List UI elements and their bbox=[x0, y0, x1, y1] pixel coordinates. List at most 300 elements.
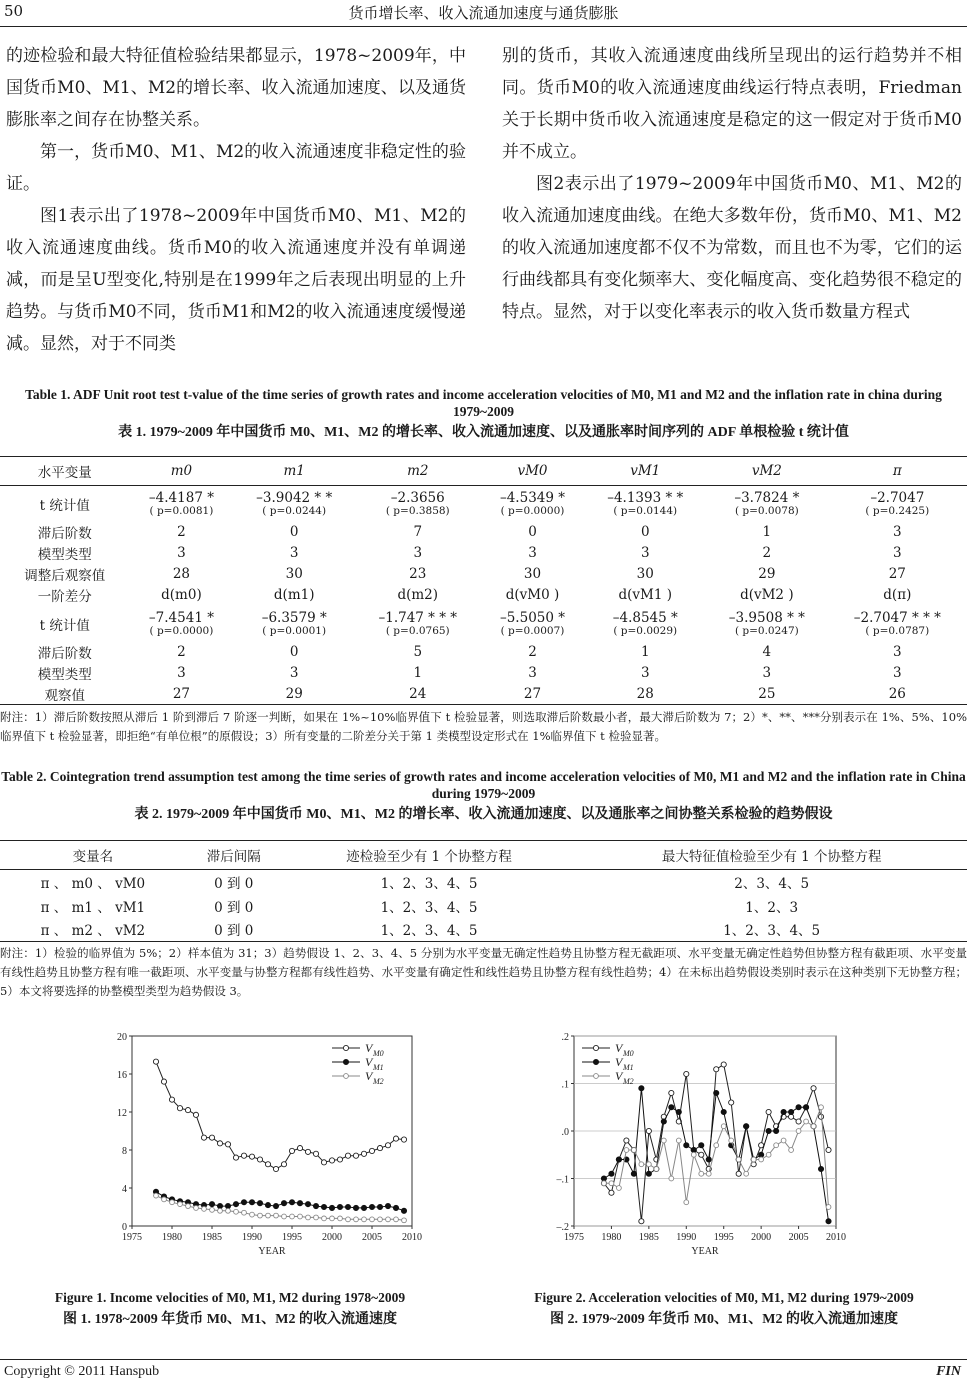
table1-cell bbox=[129, 642, 233, 663]
data-point-vm2 bbox=[378, 1217, 383, 1222]
table1-cell bbox=[584, 684, 706, 705]
table1-cell bbox=[233, 564, 355, 585]
data-point-vm1 bbox=[788, 1109, 793, 1114]
table1-caption-en: Table 1. ADF Unit root test t-value of the time series of growth rates and income acceleration velocities of M0, M1 and M2 and the inflation rate in china during 1979~2009 bbox=[25, 387, 942, 419]
figure1-caption-en: Figure 1. Income velocities of M0, M1, M2 during 1978~2009 bbox=[54, 1290, 406, 1305]
table1-cell-pvalue: ( p=0.0144) bbox=[613, 505, 678, 518]
table1-cell-value: –2.7047 * * * bbox=[853, 610, 941, 626]
table1-cell-value: 25 bbox=[758, 685, 776, 702]
table1-cell bbox=[129, 606, 233, 642]
data-point-vm2 bbox=[386, 1217, 391, 1222]
data-point-vm0 bbox=[401, 1137, 406, 1142]
table1-cell-value: –2.7047 bbox=[870, 490, 925, 507]
table1-row-label: 调整后观察值 bbox=[24, 568, 106, 584]
data-point-vm2 bbox=[804, 1119, 809, 1124]
data-point-vm1 bbox=[669, 1105, 674, 1110]
y-tick-label: 16 bbox=[117, 1070, 127, 1081]
table1-cell-pvalue: ( p=0.0081) bbox=[149, 505, 214, 518]
data-point-vm0 bbox=[225, 1142, 230, 1147]
data-point-vm1 bbox=[714, 1090, 719, 1095]
paragraph: 别的货币，其收入流通速度曲线所呈现出的运行趋势并不相同。货币M0的收入流通速度曲线运行特点表明，Friedman关于长期中货币收入流通速度是稳定的这一假定对于货币M0并不成立。 bbox=[502, 46, 962, 162]
table1-cell bbox=[584, 564, 706, 585]
header-rule bbox=[0, 26, 967, 27]
data-point-vm1 bbox=[225, 1203, 230, 1208]
data-point-vm2 bbox=[751, 1157, 756, 1162]
data-point-vm1 bbox=[209, 1202, 214, 1207]
table1-cell bbox=[706, 564, 828, 585]
figure2-caption-zh: 图 2. 1979~2009 年货币 M0、M1、M2 的收入流通加速度 bbox=[550, 1312, 898, 1327]
table1-cell-value: –4.5349 * bbox=[499, 490, 565, 507]
data-point-vm1 bbox=[329, 1205, 334, 1210]
table1-cell-value: 0 bbox=[640, 524, 650, 540]
data-point-vm1 bbox=[759, 1152, 764, 1157]
data-point-vm1 bbox=[385, 1203, 390, 1208]
x-tick-label: 2010 bbox=[402, 1232, 422, 1243]
data-point-vm1 bbox=[361, 1205, 366, 1210]
data-point-vm2 bbox=[721, 1124, 726, 1129]
table1-cell bbox=[706, 543, 828, 564]
data-point-vm0 bbox=[241, 1153, 246, 1158]
table2-cell: 2、3、4、5 bbox=[734, 875, 810, 892]
data-point-vm1 bbox=[721, 1109, 726, 1114]
table1-header-cell: m2 bbox=[355, 457, 481, 486]
paragraph: 的迹检验和最大特征值检验结果都显示，1978~2009年，中国货币M0、M1、M2的增长率、收入流通加速度、以及通货膨胀率之间存在协整关系。 bbox=[6, 46, 466, 130]
table1-cell bbox=[481, 606, 585, 642]
data-point-vm2 bbox=[226, 1208, 231, 1213]
table2-cell: 1、2、3、4、5 bbox=[380, 875, 478, 892]
data-point-vm2 bbox=[729, 1138, 734, 1143]
y-tick-label: 4 bbox=[122, 1184, 127, 1195]
data-point-vm0 bbox=[273, 1166, 278, 1171]
data-point-vm2 bbox=[639, 1162, 644, 1167]
y-tick-label: 12 bbox=[117, 1108, 127, 1119]
legend-label-subscript: M1 bbox=[373, 1063, 384, 1072]
data-point-vm1 bbox=[321, 1204, 326, 1209]
y-tick-label: .0 bbox=[561, 1127, 569, 1138]
table1-cell-pvalue: ( p=0.0244) bbox=[262, 505, 327, 518]
body-column-right bbox=[502, 40, 962, 328]
legend-label: V bbox=[615, 1041, 623, 1055]
legend-label: V bbox=[365, 1055, 373, 1069]
data-point-vm1 bbox=[377, 1204, 382, 1209]
data-point-vm2 bbox=[796, 1129, 801, 1134]
table1-cell bbox=[706, 486, 828, 522]
figure2-caption-en: Figure 2. Acceleration velocities of M0, M1, M2 during 1979~2009 bbox=[534, 1290, 914, 1305]
table1-cell-value: 3 bbox=[289, 545, 299, 561]
data-point-vm2 bbox=[714, 1143, 719, 1148]
table2-cell: 1、2、3、4、5 bbox=[380, 899, 478, 916]
table2-row bbox=[0, 870, 967, 894]
data-point-vm1 bbox=[289, 1200, 294, 1205]
data-point-vm0 bbox=[233, 1155, 238, 1160]
table1-cell-value: 29 bbox=[758, 566, 776, 582]
table1-row bbox=[0, 585, 967, 606]
table1-cell-value: –6.3579 * bbox=[261, 610, 327, 626]
table1-cell-value: –3.9508 * * bbox=[728, 610, 805, 626]
data-point-vm2 bbox=[617, 1186, 622, 1191]
table1-cell bbox=[355, 585, 481, 606]
table1-cell-value: d(m2) bbox=[397, 587, 439, 603]
table1-cell bbox=[828, 606, 967, 642]
table1-cell-value: 28 bbox=[172, 566, 191, 582]
data-point-vm1 bbox=[217, 1203, 222, 1208]
data-point-vm2 bbox=[170, 1200, 175, 1205]
x-tick-label: 1985 bbox=[638, 1232, 659, 1243]
table1-row bbox=[0, 684, 967, 705]
data-point-vm2 bbox=[274, 1213, 279, 1218]
y-tick-label: –.1 bbox=[556, 1174, 569, 1186]
data-point-vm1 bbox=[601, 1176, 606, 1181]
table1-cell-value: 3 bbox=[640, 545, 650, 561]
x-tick-label: 2000 bbox=[322, 1232, 342, 1243]
table1-cell-value: 3 bbox=[413, 545, 423, 561]
data-point-vm0 bbox=[721, 1062, 726, 1067]
data-point-vm0 bbox=[177, 1106, 182, 1111]
data-point-vm1 bbox=[241, 1200, 246, 1205]
table1-cell-value: d(vM2 ) bbox=[740, 587, 794, 603]
table1-cell bbox=[233, 522, 355, 543]
table1-cell-value: 5 bbox=[413, 644, 423, 660]
table1-cell bbox=[233, 663, 355, 684]
figure1-caption-zh: 图 1. 1978~2009 年货币 M0、M1、M2 的收入流通速度 bbox=[63, 1312, 397, 1327]
legend-label-subscript: M1 bbox=[623, 1063, 634, 1072]
data-point-vm0 bbox=[736, 1171, 741, 1176]
table1-cell-pvalue: ( p=0.0029) bbox=[613, 625, 678, 637]
table1-cell-pvalue: ( p=0.0765) bbox=[385, 625, 450, 637]
legend-label-subscript: M0 bbox=[373, 1049, 384, 1058]
table1-row-label: t 统计值 bbox=[39, 617, 90, 634]
data-point-vm2 bbox=[178, 1202, 183, 1207]
legend-label-subscript: M0 bbox=[623, 1049, 634, 1058]
data-point-vm2 bbox=[819, 1105, 824, 1110]
table1-row-label: 一阶差分 bbox=[37, 589, 92, 605]
table1-cell-value: 3 bbox=[528, 545, 537, 561]
table1-cell-pvalue: ( p=0.0247) bbox=[734, 625, 799, 637]
data-point-vm2 bbox=[218, 1208, 223, 1213]
data-point-vm0 bbox=[729, 1100, 734, 1105]
table2-header-cell: 迹检验至少有 1 个协整方程 bbox=[282, 841, 577, 870]
paragraph: 第一，货币M0、M1、M2的收入流通速度非稳定性的验证。 bbox=[6, 142, 466, 194]
table1-cell bbox=[129, 585, 233, 606]
data-point-vm0 bbox=[811, 1086, 816, 1091]
table1-row bbox=[0, 606, 967, 642]
figure1-chart bbox=[100, 1026, 425, 1270]
legend-swatch-marker bbox=[343, 1059, 348, 1064]
data-point-vm2 bbox=[234, 1209, 239, 1214]
legend-swatch-marker bbox=[593, 1045, 598, 1050]
paragraph: 图2表示出了1979~2009年中国货币M0、M1、M2的收入流通加速度曲线。在绝大多数年份，货币M0、M1、M2的收入流通加速度都不仅不为常数，而且也不为零，它们的运行曲线都具有变化频率大、变化幅度高、变化趋势很不稳定的特点。显然，对于以变化率表示的收入货币数量方程式 bbox=[502, 174, 962, 322]
footer-rule bbox=[0, 1359, 967, 1360]
table1-cell bbox=[584, 642, 706, 663]
table2-header-cell: 滞后间隔 bbox=[186, 841, 282, 870]
y-tick-label: 8 bbox=[122, 1146, 127, 1157]
table1-cell bbox=[481, 642, 585, 663]
table1-row-label: 滞后阶数 bbox=[37, 646, 92, 662]
table1-cell-value: –2.3656 bbox=[390, 490, 445, 507]
table2-cell: 0 到 0 bbox=[214, 899, 254, 916]
data-point-vm1 bbox=[305, 1202, 310, 1207]
table1-cell-value: 1 bbox=[640, 644, 650, 660]
copyright: Copyright © 2011 Hanspub bbox=[4, 1364, 160, 1379]
data-point-vm1 bbox=[609, 1171, 614, 1176]
table1-cell-value: –3.9042 * * bbox=[256, 490, 333, 507]
data-point-vm0 bbox=[209, 1135, 214, 1140]
table1-cell bbox=[706, 585, 828, 606]
table2-caption-zh: 表 2. 1979~2009 年中国货币 M0、M1、M2 的增长率、收入流通加速度、以及通胀率之间协整关系检验的趋势假设 bbox=[134, 807, 833, 822]
y-tick-label: –.2 bbox=[556, 1222, 569, 1233]
table1-cell bbox=[233, 642, 355, 663]
data-point-vm0 bbox=[289, 1148, 294, 1153]
data-point-vm0 bbox=[624, 1138, 629, 1143]
table1-row-label: 滞后阶数 bbox=[37, 526, 92, 542]
table1-row bbox=[0, 663, 967, 684]
data-point-vm2 bbox=[362, 1217, 367, 1222]
table1-cell bbox=[828, 522, 967, 543]
table2-cell: π 、 m0 、 vM0 bbox=[40, 875, 146, 892]
data-point-vm1 bbox=[699, 1143, 704, 1148]
data-point-vm2 bbox=[154, 1193, 159, 1198]
body-column-left bbox=[6, 40, 466, 360]
table1-cell-value: 3 bbox=[289, 665, 299, 681]
data-point-vm2 bbox=[202, 1207, 207, 1212]
data-point-vm1 bbox=[353, 1205, 358, 1210]
table1-cell-value: 2 bbox=[177, 644, 186, 660]
x-tick-label: 2010 bbox=[826, 1232, 846, 1243]
data-point-vm0 bbox=[361, 1151, 366, 1156]
table1-cell bbox=[584, 543, 706, 564]
data-point-vm2 bbox=[290, 1214, 295, 1219]
legend-swatch-marker bbox=[344, 1074, 349, 1079]
table1-cell-pvalue: ( p=0.0078) bbox=[734, 505, 799, 518]
x-tick-label: 2005 bbox=[788, 1232, 809, 1243]
data-point-vm0 bbox=[818, 1114, 823, 1119]
table1-cell-value: 30 bbox=[636, 566, 654, 582]
data-point-vm2 bbox=[699, 1171, 704, 1176]
table1-cell-value: 3 bbox=[177, 545, 186, 561]
table1-row bbox=[0, 522, 967, 543]
data-point-vm2 bbox=[789, 1148, 794, 1153]
data-point-vm1 bbox=[646, 1171, 651, 1176]
table1-cell bbox=[584, 606, 706, 642]
data-point-vm2 bbox=[330, 1216, 335, 1221]
data-point-vm2 bbox=[266, 1213, 271, 1218]
data-point-vm0 bbox=[826, 1147, 831, 1152]
y-tick-label: .2 bbox=[561, 1032, 569, 1043]
table1-cell-value: –1.747 * * * bbox=[378, 610, 458, 626]
data-point-vm2 bbox=[811, 1124, 816, 1129]
data-point-vm0 bbox=[385, 1143, 390, 1148]
table1-cell-value: 7 bbox=[413, 524, 423, 540]
table1-note: 附注：1）滞后阶数按照从滞后 1 阶到滞后 7 阶逐一判断，如果在 1%~10%临界值下 t 检验显著，则选取滞后阶数最小者，最大滞后阶数为 7；2）*、**、***分别表示在 1%、5%、10%临界值下 t 检验显著，即拒绝“有单位根”的原假设；3）所有变量的二阶差分关于第 1 类模型设定形式在 1%临界值下 t 检验显著。 bbox=[0, 710, 967, 743]
table1-cell-value: 27 bbox=[888, 566, 906, 582]
data-point-vm0 bbox=[646, 1128, 651, 1133]
table1-cell bbox=[233, 684, 355, 705]
legend-swatch-marker bbox=[593, 1059, 598, 1064]
x-axis-label: YEAR bbox=[691, 1246, 719, 1257]
table1-cell bbox=[129, 522, 233, 543]
data-point-vm0 bbox=[297, 1146, 302, 1151]
table1-cell bbox=[233, 606, 355, 642]
data-point-vm1 bbox=[691, 1147, 696, 1152]
table1-cell bbox=[828, 642, 967, 663]
table1-header-cell: m0 bbox=[129, 457, 233, 486]
data-point-vm2 bbox=[210, 1207, 215, 1212]
data-point-vm0 bbox=[313, 1151, 318, 1156]
page-header bbox=[0, 0, 967, 26]
data-point-vm0 bbox=[321, 1160, 326, 1165]
table1-cell-value: 26 bbox=[888, 685, 906, 702]
data-point-vm1 bbox=[676, 1109, 681, 1114]
table1-cell bbox=[828, 684, 967, 705]
table1-cell-value: 28 bbox=[636, 685, 654, 702]
data-point-vm1 bbox=[273, 1203, 278, 1208]
x-tick-label: 1980 bbox=[601, 1232, 622, 1243]
data-point-vm0 bbox=[609, 1190, 614, 1195]
table1-row bbox=[0, 642, 967, 663]
data-point-vm2 bbox=[774, 1143, 779, 1148]
table1-cell-pvalue: ( p=0.0001) bbox=[262, 625, 327, 637]
data-point-vm1 bbox=[257, 1201, 262, 1206]
table1-row-label: 观察值 bbox=[0, 684, 129, 705]
data-point-vm2 bbox=[314, 1215, 319, 1220]
table1-cell-value: –3.7824 * bbox=[734, 490, 800, 507]
data-point-vm0 bbox=[201, 1135, 206, 1140]
data-point-vm0 bbox=[337, 1157, 342, 1162]
data-point-vm2 bbox=[706, 1171, 711, 1176]
table1-cell-value: 3 bbox=[893, 524, 902, 540]
y-tick-label: 0 bbox=[122, 1222, 127, 1233]
table1-cell-pvalue: ( p=0.0007) bbox=[500, 625, 565, 637]
table1-cell bbox=[355, 543, 481, 564]
data-point-vm1 bbox=[744, 1124, 749, 1129]
table1-cell bbox=[233, 585, 355, 606]
table1-cell-value: 27 bbox=[172, 685, 191, 702]
table2-row bbox=[0, 894, 967, 918]
table1-cell-value: d(vM0 ) bbox=[505, 587, 560, 603]
data-point-vm1 bbox=[826, 1219, 831, 1224]
x-tick-label: 1995 bbox=[282, 1232, 302, 1243]
data-point-vm2 bbox=[766, 1152, 771, 1157]
table1-cell bbox=[481, 543, 585, 564]
table1-caption-zh: 表 1. 1979~2009 年中国货币 M0、M1、M2 的增长率、收入流通加速度、以及通胀率时间序列的 ADF 单根检验 t 统计值 bbox=[118, 425, 849, 440]
data-point-vm0 bbox=[714, 1067, 719, 1072]
table1-cell-value: 3 bbox=[893, 545, 902, 561]
table1-cell-value: d(π) bbox=[883, 587, 912, 603]
data-point-vm2 bbox=[624, 1148, 629, 1153]
data-point-vm2 bbox=[370, 1217, 375, 1222]
table1-cell bbox=[481, 663, 585, 684]
data-point-vm0 bbox=[217, 1141, 222, 1146]
table1-row-label: 模型类型 bbox=[37, 547, 92, 563]
data-point-vm2 bbox=[669, 1176, 674, 1181]
table1-row-label: t 统计值 bbox=[39, 497, 90, 514]
table1-cell bbox=[355, 564, 481, 585]
legend-label: V bbox=[365, 1069, 373, 1083]
table1-cell bbox=[706, 684, 828, 705]
table1-row bbox=[0, 543, 967, 564]
data-point-vm0 bbox=[393, 1136, 398, 1141]
table1-cell-value: 0 bbox=[528, 524, 537, 540]
table2-header-cell: 最大特征值检验至少有 1 个协整方程 bbox=[576, 841, 967, 870]
data-point-vm2 bbox=[394, 1217, 399, 1222]
data-point-vm2 bbox=[781, 1138, 786, 1143]
data-point-vm0 bbox=[699, 1152, 704, 1157]
data-point-vm1 bbox=[616, 1157, 621, 1162]
table1-cell-value: –4.1393 * * bbox=[607, 490, 684, 507]
table1-cell-value: 3 bbox=[177, 665, 186, 681]
table1-cell-value: 29 bbox=[285, 685, 303, 702]
data-point-vm2 bbox=[609, 1181, 614, 1186]
table1-cell-value: 24 bbox=[409, 685, 427, 702]
series-line-vm2 bbox=[604, 1107, 829, 1207]
data-point-vm0 bbox=[759, 1143, 764, 1148]
data-point-vm1 bbox=[796, 1105, 801, 1110]
data-point-vm1 bbox=[631, 1171, 636, 1176]
adf-table bbox=[0, 456, 967, 705]
table1-cell bbox=[355, 486, 481, 522]
data-point-vm1 bbox=[265, 1203, 270, 1208]
table1-cell-value: 2 bbox=[528, 644, 537, 660]
table1-cell-value: 3 bbox=[893, 644, 902, 660]
x-axis-label: YEAR bbox=[258, 1246, 286, 1257]
legend-label: V bbox=[365, 1041, 373, 1055]
table1-cell-value: 3 bbox=[640, 665, 650, 681]
table1-cell bbox=[129, 486, 233, 522]
page-number: 50 bbox=[4, 2, 24, 20]
table1-cell bbox=[355, 522, 481, 543]
data-point-vm2 bbox=[602, 1181, 607, 1186]
data-point-vm2 bbox=[242, 1210, 247, 1215]
data-point-vm2 bbox=[306, 1215, 311, 1220]
table1-cell-value: d(m1) bbox=[273, 587, 315, 603]
data-point-vm0 bbox=[369, 1148, 374, 1153]
table1-row-label: 模型类型 bbox=[37, 667, 92, 683]
data-point-vm2 bbox=[250, 1212, 255, 1217]
y-tick-label: 20 bbox=[117, 1032, 127, 1043]
table1-cell bbox=[481, 564, 585, 585]
data-point-vm2 bbox=[654, 1167, 659, 1172]
table1-cell bbox=[129, 543, 233, 564]
data-point-vm0 bbox=[281, 1162, 286, 1167]
table1-cell bbox=[481, 585, 585, 606]
data-point-vm2 bbox=[346, 1217, 351, 1222]
table2-cell: 1、2、3、4、5 bbox=[576, 918, 967, 942]
table1-cell-pvalue: ( p=0.3858) bbox=[385, 505, 450, 518]
table1-cell-value: d(m0) bbox=[161, 587, 202, 603]
table1-cell bbox=[828, 585, 967, 606]
x-tick-label: 1975 bbox=[564, 1232, 584, 1243]
legend-label: V bbox=[615, 1069, 623, 1083]
table1-header-cell: m1 bbox=[233, 457, 355, 486]
table1-cell bbox=[233, 486, 355, 522]
data-point-vm1 bbox=[639, 1086, 644, 1091]
table1-cell-pvalue: ( p=0.0787) bbox=[865, 625, 930, 637]
table1-header-cell: 水平变量 bbox=[0, 457, 129, 486]
data-point-vm0 bbox=[249, 1154, 254, 1159]
table1-cell-pvalue: ( p=0.0000) bbox=[149, 625, 214, 637]
legend-label-subscript: M2 bbox=[623, 1077, 634, 1086]
table2-cell: 1、2、3、4、5 bbox=[282, 918, 577, 942]
data-point-vm0 bbox=[796, 1119, 801, 1124]
table2-cell: 0 到 0 bbox=[214, 875, 254, 892]
table1-cell-pvalue: ( p=0.2425) bbox=[865, 505, 930, 518]
data-point-vm2 bbox=[186, 1204, 191, 1209]
data-point-vm0 bbox=[353, 1153, 358, 1158]
data-point-vm1 bbox=[818, 1166, 823, 1171]
data-point-vm2 bbox=[684, 1200, 689, 1205]
table1-cell bbox=[584, 663, 706, 684]
x-tick-label: 2005 bbox=[362, 1232, 382, 1243]
